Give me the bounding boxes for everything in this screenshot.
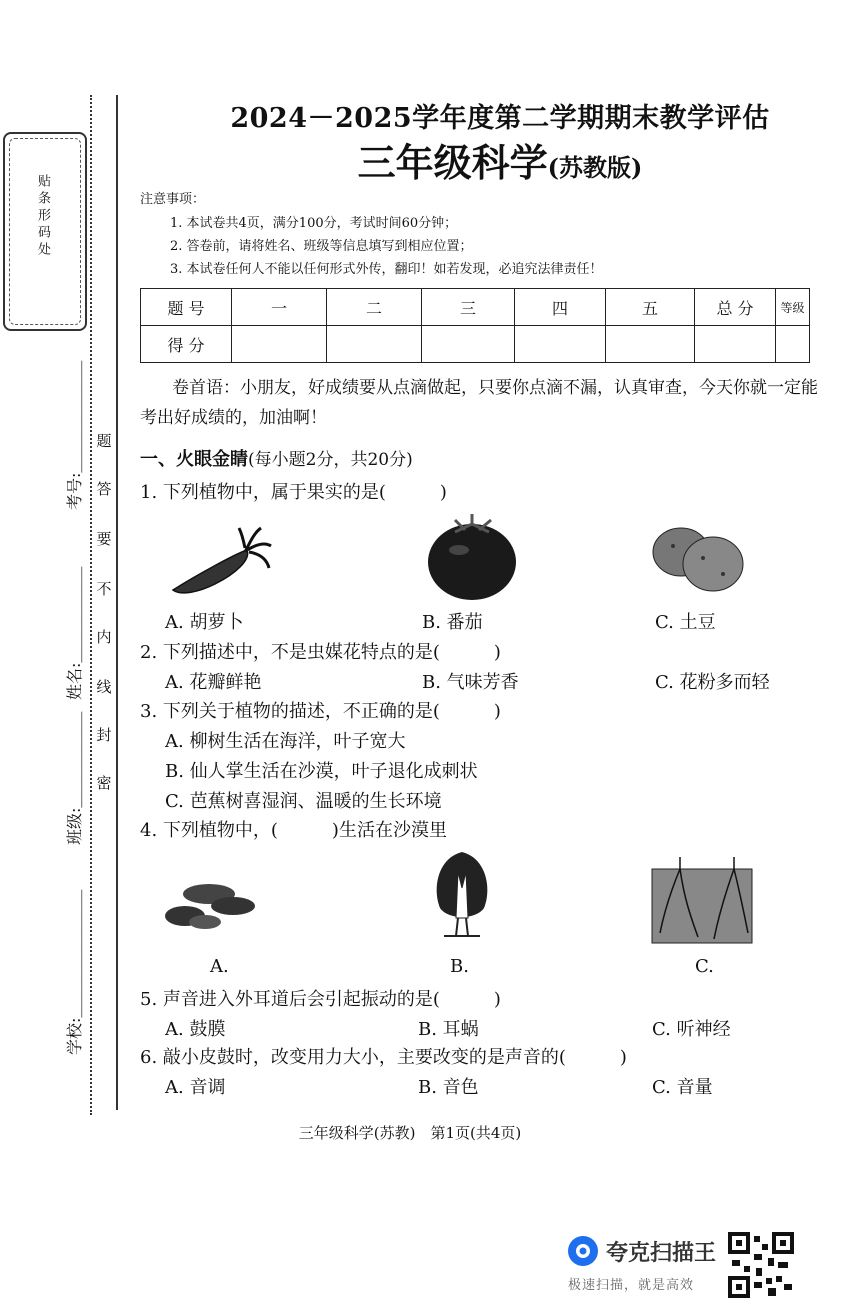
table-header-cell: 四 (515, 289, 606, 326)
notice-item: 3. 本试卷任何人不能以任何形式外传，翻印！如若发现，必追究法律责任！ (170, 262, 603, 277)
question-stem: 6. 敲小皮鼓时，改变用力大小，主要改变的是声音的( ) (140, 1047, 627, 1068)
exam-number-label: 考号:＿＿＿＿＿＿＿ (65, 360, 84, 510)
option-c[interactable]: C. 音量 (652, 1077, 713, 1098)
tomato-image (425, 510, 521, 602)
option-b[interactable]: B. 气味芳香 (422, 672, 519, 693)
option-a[interactable]: A. (210, 956, 229, 977)
question-stem: 5. 声音进入外耳道后会引起振动的是( ) (140, 989, 501, 1010)
school-label: 学校:＿＿＿＿＿＿＿＿ (65, 889, 84, 1055)
option-a[interactable]: A. 鼓膜 (165, 1019, 226, 1040)
seal-char: 线 (96, 678, 112, 696)
seal-char: 内 (96, 628, 112, 646)
notice-item: 2. 答卷前，请将姓名、班级等信息填写到相应位置； (170, 239, 473, 254)
seal-dotted-line (90, 95, 92, 1115)
table-row-label: 得 分 (141, 326, 232, 363)
score-cell[interactable] (695, 326, 776, 363)
option-b[interactable]: B. 仙人掌生活在沙漠，叶子退化成刺状 (165, 761, 478, 782)
subject-title: 三年级科学 (357, 140, 548, 185)
option-c[interactable]: C. 花粉多而轻 (655, 672, 770, 693)
seal-char: 不 (96, 580, 112, 598)
lichen-image (163, 872, 263, 934)
table-header-cell: 三 (422, 289, 515, 326)
option-c[interactable]: C. 土豆 (655, 612, 716, 633)
margin-solid-line (116, 95, 118, 1110)
score-cell[interactable] (422, 326, 515, 363)
table-header-cell: 等级 (776, 289, 810, 326)
seal-char: 密 (96, 774, 112, 792)
scanner-slogan: 极速扫描，就是高效 (568, 1278, 695, 1293)
option-c[interactable]: C. 芭蕉树喜湿润、温暖的生长环境 (165, 791, 442, 812)
score-cell[interactable] (327, 326, 422, 363)
intro-paragraph: 卷首语：小朋友，好成绩要从点滴做起，只要你点滴不漏，认真审查，今天你就一定能考出好成绩的，加油啊！ (140, 378, 818, 428)
option-a[interactable]: A. 胡萝卜 (165, 612, 244, 633)
score-cell[interactable] (776, 326, 810, 363)
option-a[interactable]: A. 音调 (165, 1077, 226, 1098)
question-stem: 2. 下列描述中，不是虫媒花特点的是( ) (140, 642, 501, 663)
score-table (140, 288, 810, 363)
qr-code-icon (728, 1232, 794, 1298)
table-header-cell: 二 (327, 289, 422, 326)
table-header-cell: 一 (232, 289, 327, 326)
score-cell[interactable] (232, 326, 327, 363)
scanner-logo-icon (566, 1234, 600, 1268)
notice-item: 1. 本试卷共4页，满分100分，考试时间60分钟； (170, 216, 458, 231)
potato-image (647, 514, 747, 596)
seal-char: 封 (96, 726, 112, 744)
table-header-cell: 五 (606, 289, 695, 326)
notice-heading: 注意事项： (140, 192, 206, 207)
seal-char: 答 (96, 480, 112, 498)
question-stem: 1. 下列植物中，属于果实的是( ) (140, 482, 447, 503)
barcode-area (3, 132, 87, 331)
score-cell[interactable] (515, 326, 606, 363)
section-title (140, 445, 413, 471)
scanner-brand: 夸克扫描王 (606, 1241, 717, 1266)
table-header-cell: 总 分 (695, 289, 776, 326)
option-a[interactable]: A. 花瓣鲜艳 (165, 672, 262, 693)
question-stem: 4. 下列植物中，( )生活在沙漠里 (140, 820, 447, 841)
scanner-watermark (566, 1232, 860, 1302)
section-name: 一、火眼金睛 (140, 449, 248, 470)
tree-image (430, 848, 494, 944)
roots-in-soil-image (650, 853, 754, 945)
exam-title-line1: 2024－2025学年度第二学期期末教学评估 (230, 103, 770, 134)
seal-char: 题 (96, 432, 112, 450)
option-b[interactable]: B. 番茄 (422, 612, 483, 633)
question-stem: 3. 下列关于植物的描述，不正确的是( ) (140, 701, 501, 722)
option-c[interactable]: C. 听神经 (652, 1019, 731, 1040)
table-header-cell: 题 号 (141, 289, 232, 326)
option-a[interactable]: A. 柳树生活在海洋，叶子宽大 (165, 731, 406, 752)
name-label: 姓名:＿＿＿＿＿＿ (65, 566, 84, 700)
section-points: (每小题2分，共20分) (248, 450, 413, 470)
barcode-label: 贴条形码处 (35, 174, 50, 259)
page-footer: 三年级科学(苏教) 第1页(共4页) (298, 1124, 522, 1142)
edition-label: (苏教版) (547, 153, 643, 182)
option-b[interactable]: B. (450, 956, 469, 977)
seal-char: 要 (96, 530, 112, 548)
exam-title-main (140, 132, 860, 187)
option-b[interactable]: B. 耳蜗 (418, 1019, 479, 1040)
option-b[interactable]: B. 音色 (418, 1077, 479, 1098)
score-cell[interactable] (606, 326, 695, 363)
carrot-image (165, 526, 275, 598)
option-c[interactable]: C. (695, 956, 714, 977)
class-label: 班级:＿＿＿＿＿＿ (65, 711, 84, 845)
